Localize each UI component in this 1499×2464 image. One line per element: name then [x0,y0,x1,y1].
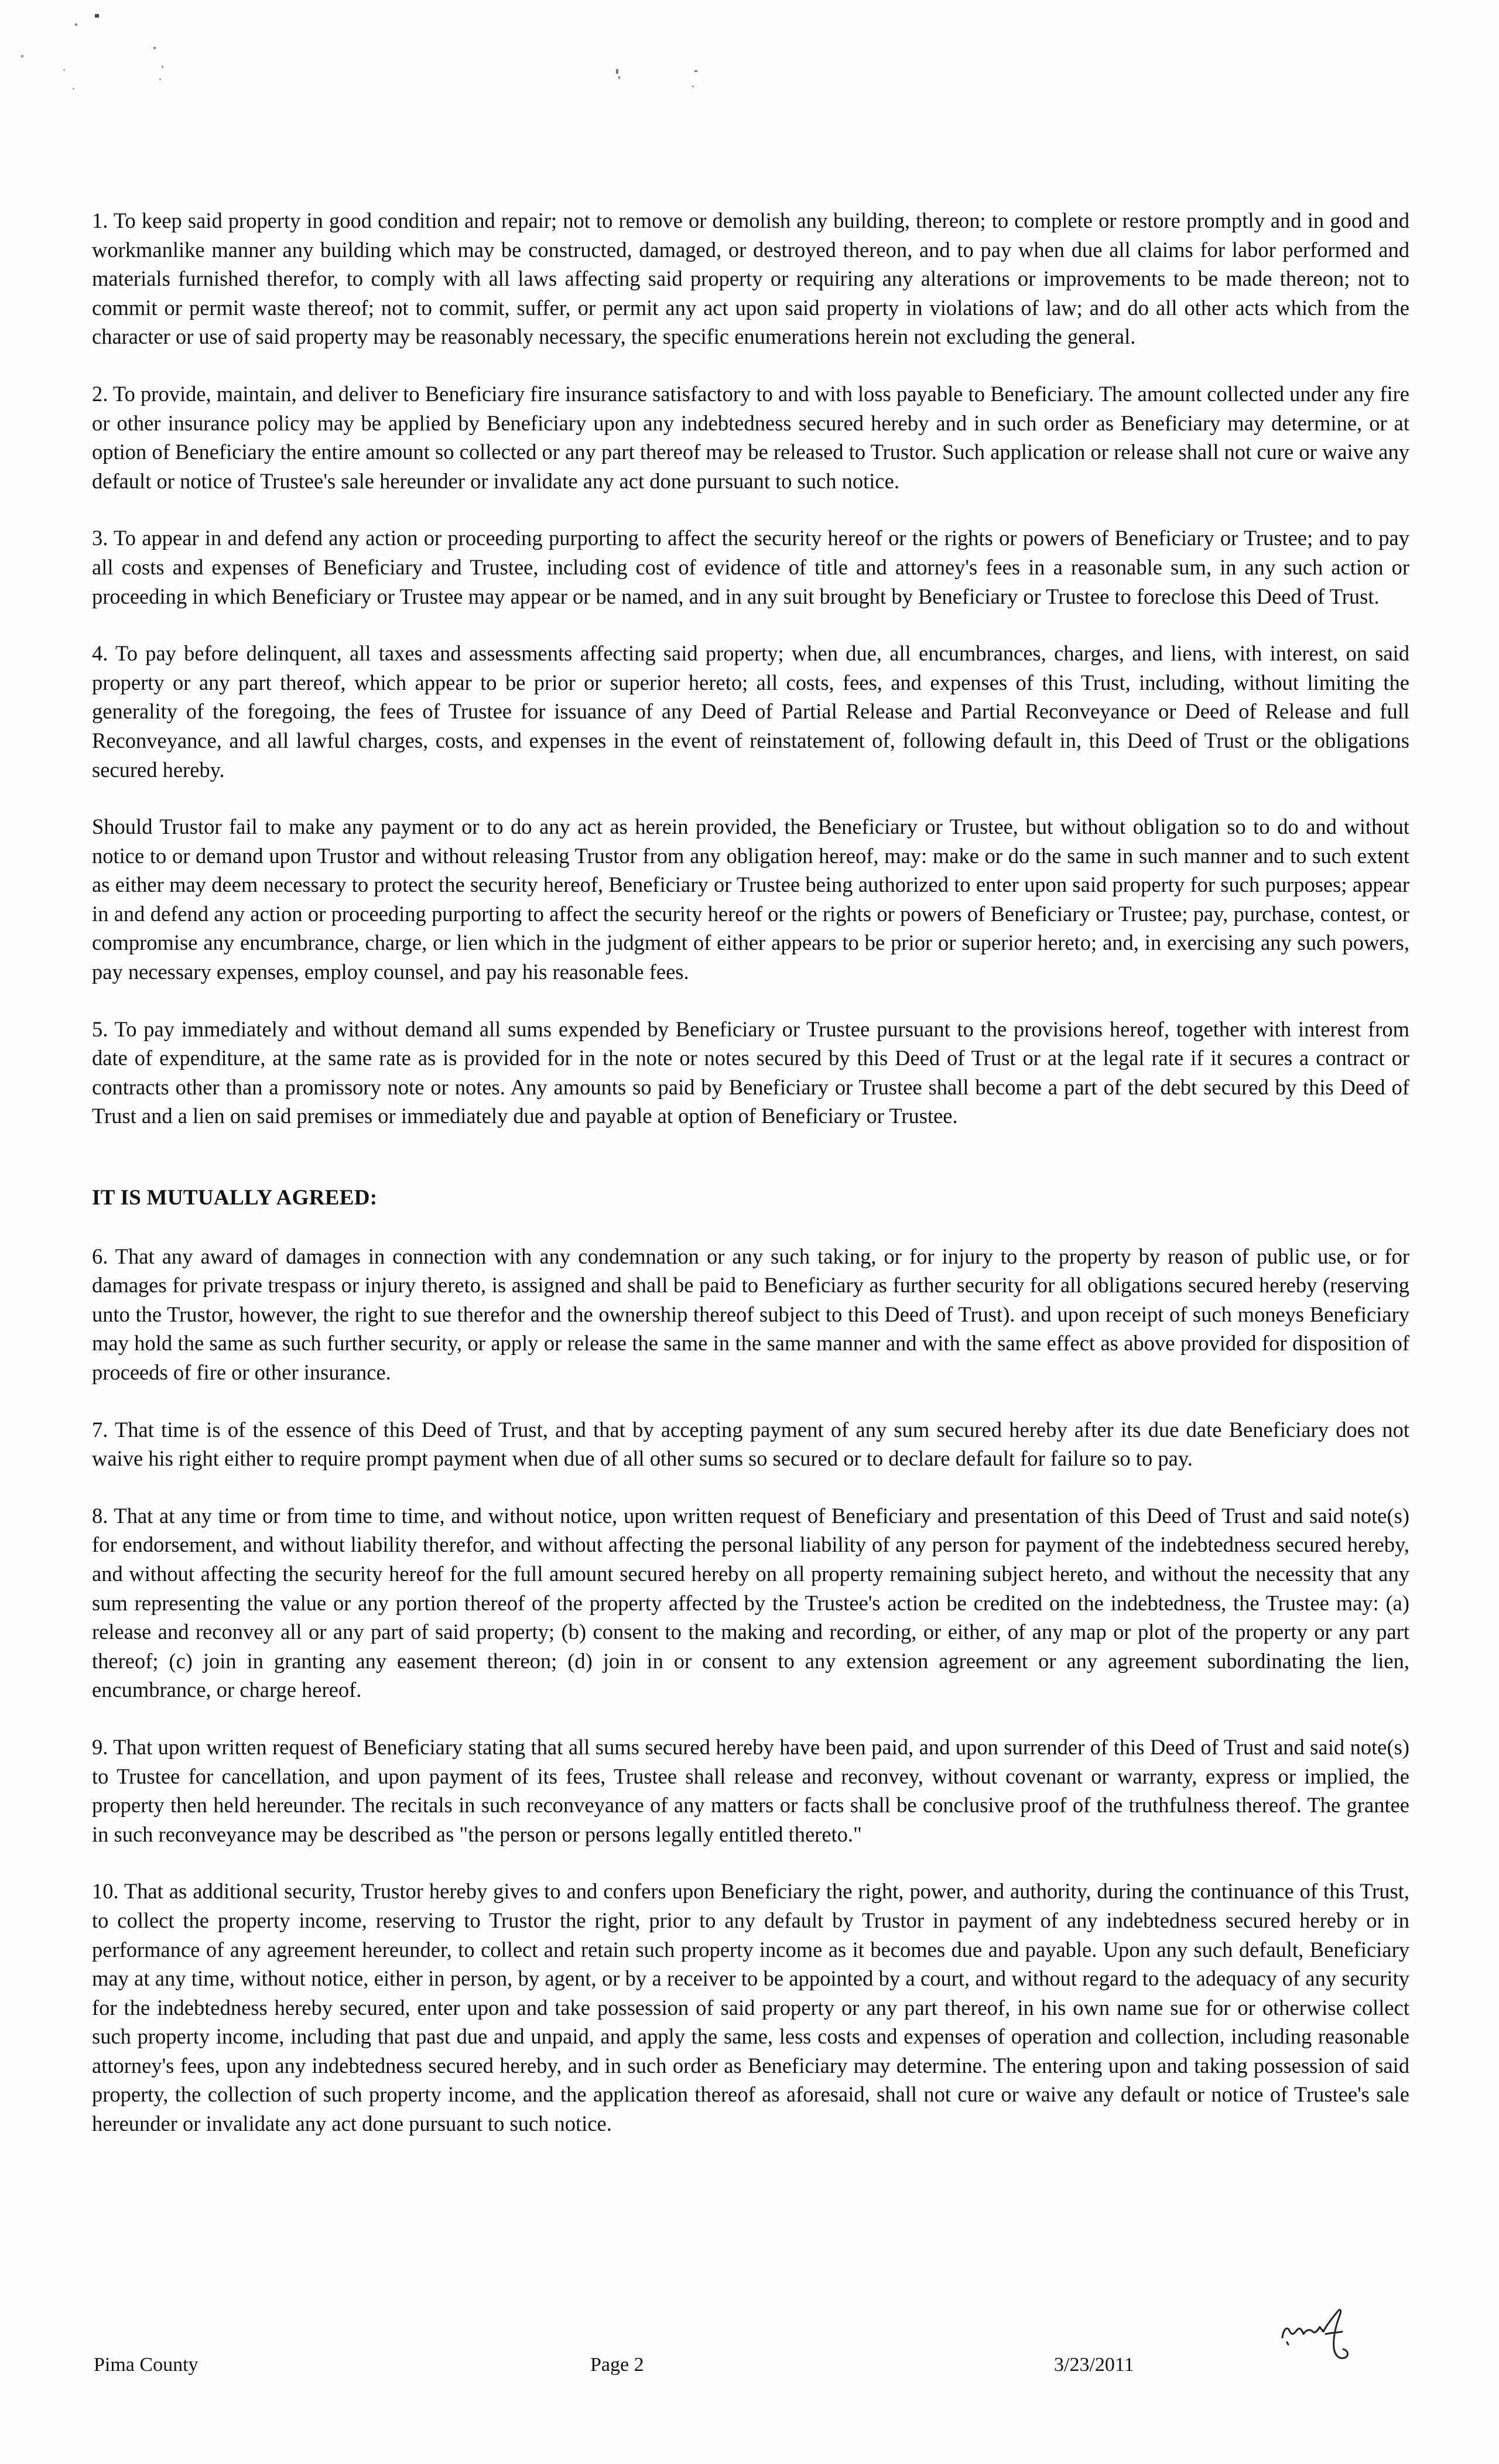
paragraph-3: 3. To appear in and defend any action or proceeding purporting to affect the security hereof or the rights or powers of Beneficiary or Trustee; and to pay all costs and expenses of Beneficiary and Trustee, including cost of evidence of title and attorney's fees in a reasonable sum, in any such action or proceeding in which Beneficiary or Trustee may appear or be named, and in any suit brought by Beneficiary or Trustee to foreclose this Deed of Trust. [92,526,1409,608]
footer-county: Pima County [94,2354,199,2376]
paragraph-should-trustor-fail: Should Trustor fail to make any payment or to do any act as herein provided, the Beneficiary or Trustee, but without obligation so to do and without notice to or demand upon Trustor and without releasing Trustor from any obligation hereof, may: make or do the same in such manner and to such extent as either may deem necessary to protect the security hereof, Beneficiary or Trustee being authorized to enter upon said property for such purposes; appear in and defend any action or proceeding purporting to affect the security hereof or the rights or powers of Beneficiary or Trustee; pay, purchase, contest, or compromise any encumbrance, charge, or lien which in the judgment of either appears to be prior or superior hereto; and, in exercising any such powers, pay necessary expenses, employ counsel, and pay his reasonable fees. [92,815,1409,984]
paragraph-5: 5. To pay immediately and without demand all sums expended by Beneficiary or Trustee pursuant to the provisions hereof, together with interest from date of expenditure, at the same rate as is provided for in the note or notes secured by this Deed of Trust or at the legal rate if it secures a contract or contracts other than a promissory note or notes. Any amounts so paid by Beneficiary or Trustee shall become a part of the debt secured by this Deed of Trust and a lien on said premises or immediately due and payable at option of Beneficiary or Trustee. [92,1017,1409,1128]
paragraph-7: 7. That time is of the essence of this Deed of Trust, and that by accepting payment of any sum secured hereby after its due date Beneficiary does not waive his right either to require prompt payment when due of all other sums so secured or to declare default for failure so to pay. [92,1417,1409,1471]
footer-date: 3/23/2011 [1054,2354,1134,2376]
paragraph-2: 2. To provide, maintain, and deliver to Beneficiary fire insurance satisfactory to and with loss payable to Beneficiary. The amount collected under any fire or other insurance policy may be applied by Beneficiary upon any indebtedness secured hereby and in such order as Beneficiary may determine, or at option of Beneficiary the entire amount so collected or any part thereof may be released to Trustor. Such application or release shall not cure or waive any default or notice of Trustee's sale hereunder or invalidate any act done pursuant to such notice. [92,381,1409,493]
footer-page-number: Page 2 [590,2354,644,2376]
section-heading: IT IS MUTUALLY AGREED: [92,1186,378,1210]
scan-specks [0,0,1499,117]
document-body [92,206,1409,2138]
paragraph-4: 4. To pay before delinquent, all taxes and assessments affecting said property; when due, all encumbrances, charges, and liens, with interest, on said property or any part thereof, which appear to be prior or superior hereto; all costs, fees, and expenses of this Trust, including, without limiting the generality of the foregoing, the fees of Trustee for issuance of any Deed of Partial Release and Partial Reconveyance or Deed of Release and full Reconveyance, and all lawful charges, costs, and expenses in the event of reinstatement of, following default in, this Deed of Trust or the obligations secured hereby. [92,641,1409,782]
paragraph-1: 1. To keep said property in good condition and repair; not to remove or demolish any building, thereon; to complete or restore promptly and in good and workmanlike manner any building which may be constructed, damaged, or destroyed thereon, and to pay when due all claims for labor performed and materials furnished therefor, to comply with all laws affecting said property or requiring any alterations or improvements to be made thereon; not to commit or permit waste thereof; not to commit, suffer, or permit any act upon said property in violations of law; and do all other acts which from the character or use of said property may be reasonably necessary, the specific enumerations herein not excluding the general. [92,208,1409,349]
paragraph-10: 10. That as additional security, Trustor hereby gives to and confers upon Beneficiary the right, power, and authority, during the continuance of this Trust, to collect the property income, reserving to Trustor the right, prior to any default by Trustor in payment of any indebtedness secured hereby or in performance of any agreement hereunder, to collect and retain such property income as it becomes due and payable. Upon any such default, Beneficiary may at any time, without notice, either in person, by agent, or by a receiver to be appointed by a court, and without regard to the adequacy of any security for the indebtedness hereby secured, enter upon and take possession of said property or any part thereof, in his own name sue for or otherwise collect such property income, including that past due and unpaid, and apply the same, less costs and expenses of operation and collection, including reasonable attorney's fees, upon any indebtedness secured hereby, and in such order as Beneficiary may determine. The entering upon and taking possession of said property, the collection of such property income, and the application thereof as aforesaid, shall not cure or waive any default or notice of Trustee's sale hereunder or invalidate any act done pursuant to such notice. [92,1879,1409,2136]
page-footer [0,2354,1499,2389]
paragraph-9: 9. That upon written request of Beneficiary stating that all sums secured hereby have been paid, and upon surrender of this Deed of Trust and said note(s) to Trustee for cancellation, and upon payment of its fees, Trustee shall release and reconvey, without covenant or warranty, express or implied, the property then held hereunder. The recitals in such reconveyance of any matters or facts shall be conclusive proof of the truthfulness thereof. The grantee in such reconveyance may be described as "the person or persons legally entitled thereto." [92,1734,1409,1846]
paragraph-6: 6. That any award of damages in connection with any condemnation or any such taking, or for injury to the property by reason of public use, or for damages for private trespass or injury thereto, is assigned and shall be paid to Beneficiary as further security for all obligations secured hereby (reserving unto the Trustor, however, the right to sue therefor and the ownership thereof subject to this Deed of Trust). and upon receipt of such moneys Beneficiary may hold the same as such further security, or apply or release the same in the same manner and with the same effect as above provided for disposition of proceeds of fire or other insurance. [92,1244,1409,1384]
paragraph-8: 8. That at any time or from time to time, and without notice, upon written request of Beneficiary and presentation of this Deed of Trust and said note(s) for endorsement, and without liability therefor, and without affecting the personal liability of any person for payment of the indebtedness secured hereby, and without affecting the security hereof for the full amount secured hereby on all property remaining subject hereto, and without the necessity that any sum representing the value or any portion thereof of the property affected by the Trustee's action be credited on the indebtedness, the Trustee may: (a) release and reconvey all or any part of said property; (b) consent to the making and recording, or either, of any map or plot of the property or any part thereof; (c) join in granting any easement thereon; (d) join in or consent to any extension agreement or any agreement subordinating the lien, encumbrance, or charge hereof. [92,1503,1409,1702]
